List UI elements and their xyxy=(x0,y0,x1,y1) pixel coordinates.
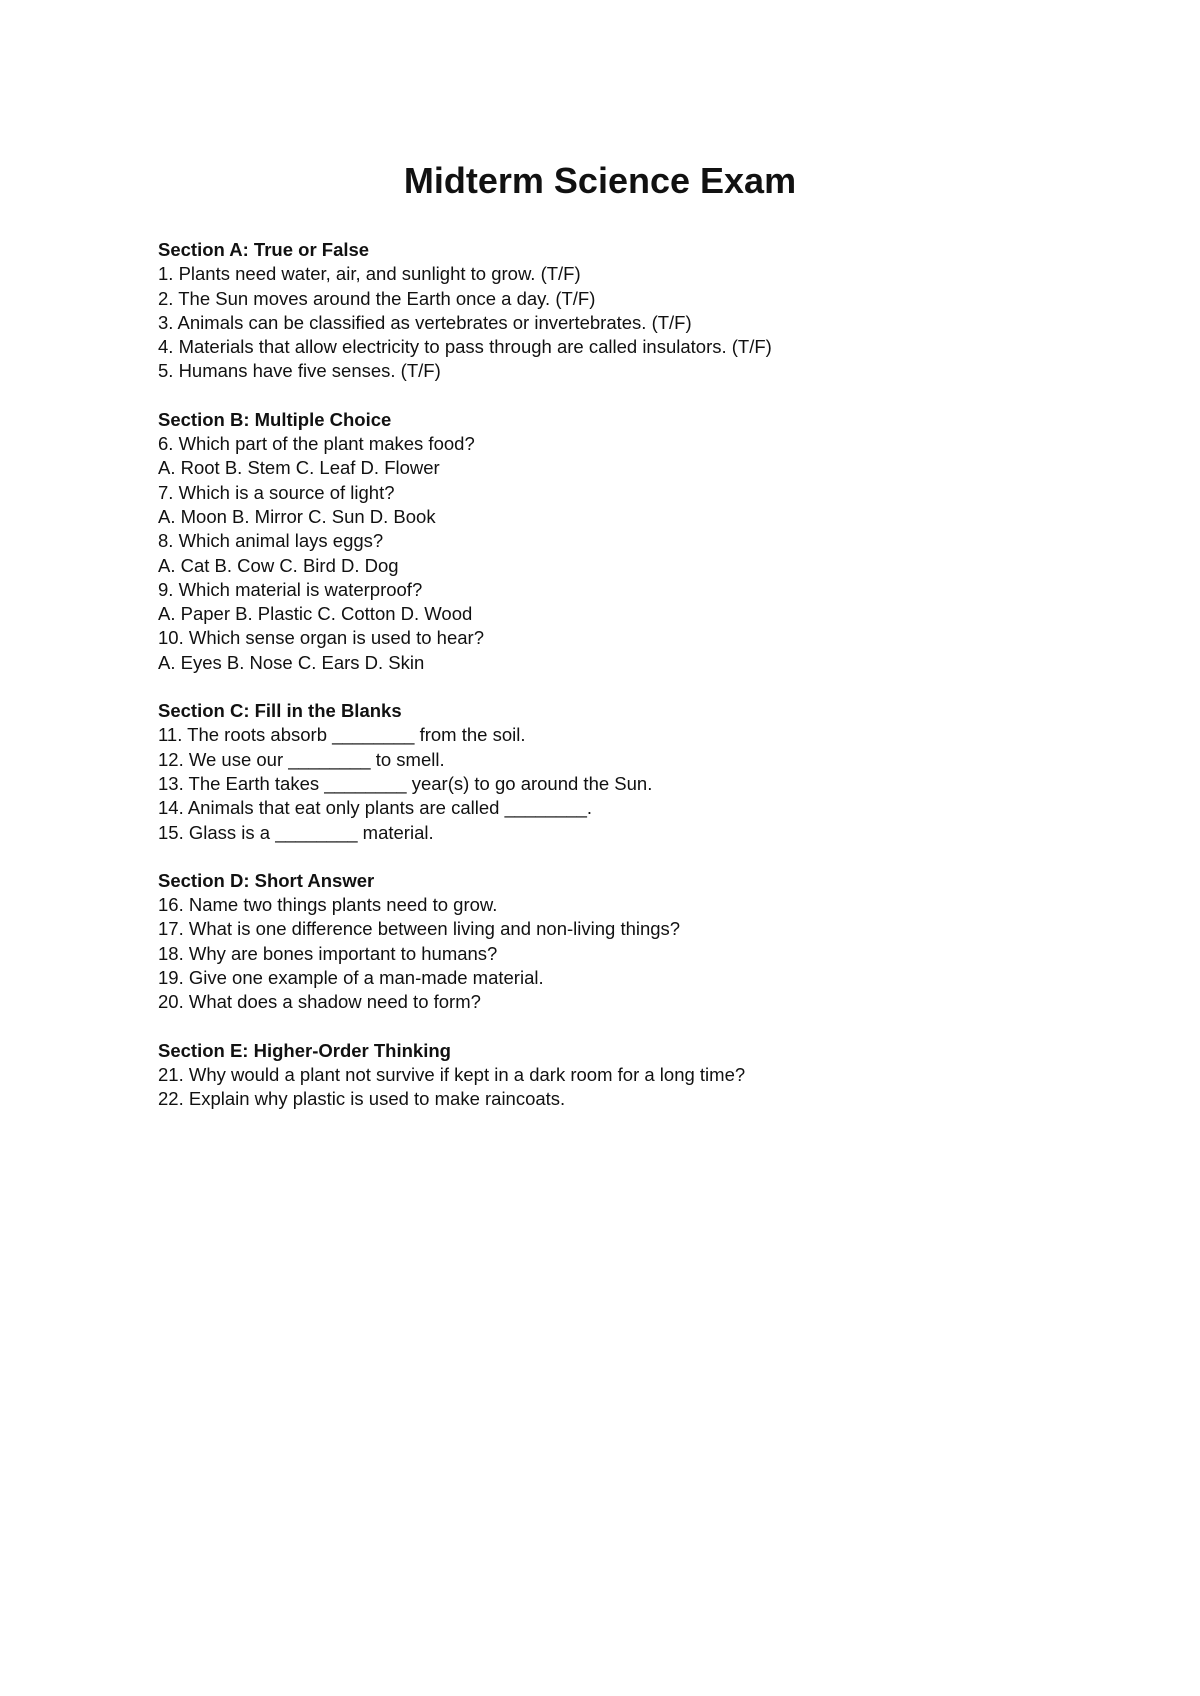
section-heading: Section A: True or False xyxy=(158,239,370,260)
section-heading: Section C: Fill in the Blanks xyxy=(158,700,402,722)
options-line: A. Paper B. Plastic C. Cotton D. Wood xyxy=(158,603,473,625)
section-heading: Section E: Higher-Order Thinking xyxy=(158,1039,451,1061)
section-e xyxy=(158,1039,1118,1112)
question-line: 6. Which part of the plant makes food? xyxy=(158,433,475,455)
question-line: 12. We use our ________ to smell. xyxy=(158,748,445,770)
question-line: 10. Which sense organ is used to hear? xyxy=(158,627,484,649)
question-line: 7. Which is a source of light? xyxy=(158,481,395,503)
options-line: A. Root B. Stem C. Leaf D. Flower xyxy=(158,457,440,479)
question-line: 4. Materials that allow electricity to pass through are called insulators. (T/F) xyxy=(158,336,772,358)
question-line: 5. Humans have five senses. (T/F) xyxy=(158,360,441,382)
question-line: 2. The Sun moves around the Earth once a day. (T/F) xyxy=(158,287,596,309)
question-line: 3. Animals can be classified as vertebrates or invertebrates. (T/F) xyxy=(158,311,692,333)
section-heading: Section D: Short Answer xyxy=(158,869,375,891)
question-line: 13. The Earth takes ________ year(s) to go around the Sun. xyxy=(158,772,653,794)
question-line: 20. What does a shadow need to form? xyxy=(158,991,481,1013)
question-line: 1. Plants need water, air, and sunlight to grow. (T/F) xyxy=(158,263,581,285)
exam-content xyxy=(158,238,1118,1136)
question-line: 21. Why would a plant not survive if kept in a dark room for a long time? xyxy=(158,1063,746,1085)
question-line: 17. What is one difference between living and non-living things? xyxy=(158,918,681,940)
section-b xyxy=(158,408,1118,675)
question-line: 15. Glass is a ________ material. xyxy=(158,821,434,843)
question-line: 18. Why are bones important to humans? xyxy=(158,942,498,964)
options-line: A. Cat B. Cow C. Bird D. Dog xyxy=(158,554,399,576)
section-c xyxy=(158,699,1118,845)
question-line: 19. Give one example of a man-made material. xyxy=(158,967,544,989)
question-line: 22. Explain why plastic is used to make raincoats. xyxy=(158,1088,566,1110)
section-d xyxy=(158,869,1118,1015)
question-line: 9. Which material is waterproof? xyxy=(158,578,423,600)
question-line: 16. Name two things plants need to grow. xyxy=(158,894,498,916)
page-title: Midterm Science Exam xyxy=(403,160,797,201)
question-line: 14. Animals that eat only plants are called ________. xyxy=(158,797,593,819)
options-line: A. Eyes B. Nose C. Ears D. Skin xyxy=(158,651,425,673)
section-a xyxy=(158,238,1118,384)
options-line: A. Moon B. Mirror C. Sun D. Book xyxy=(158,505,436,527)
question-line: 11. The roots absorb ________ from the soil. xyxy=(158,724,526,746)
section-heading: Section B: Multiple Choice xyxy=(158,408,392,430)
question-line: 8. Which animal lays eggs? xyxy=(158,530,384,552)
